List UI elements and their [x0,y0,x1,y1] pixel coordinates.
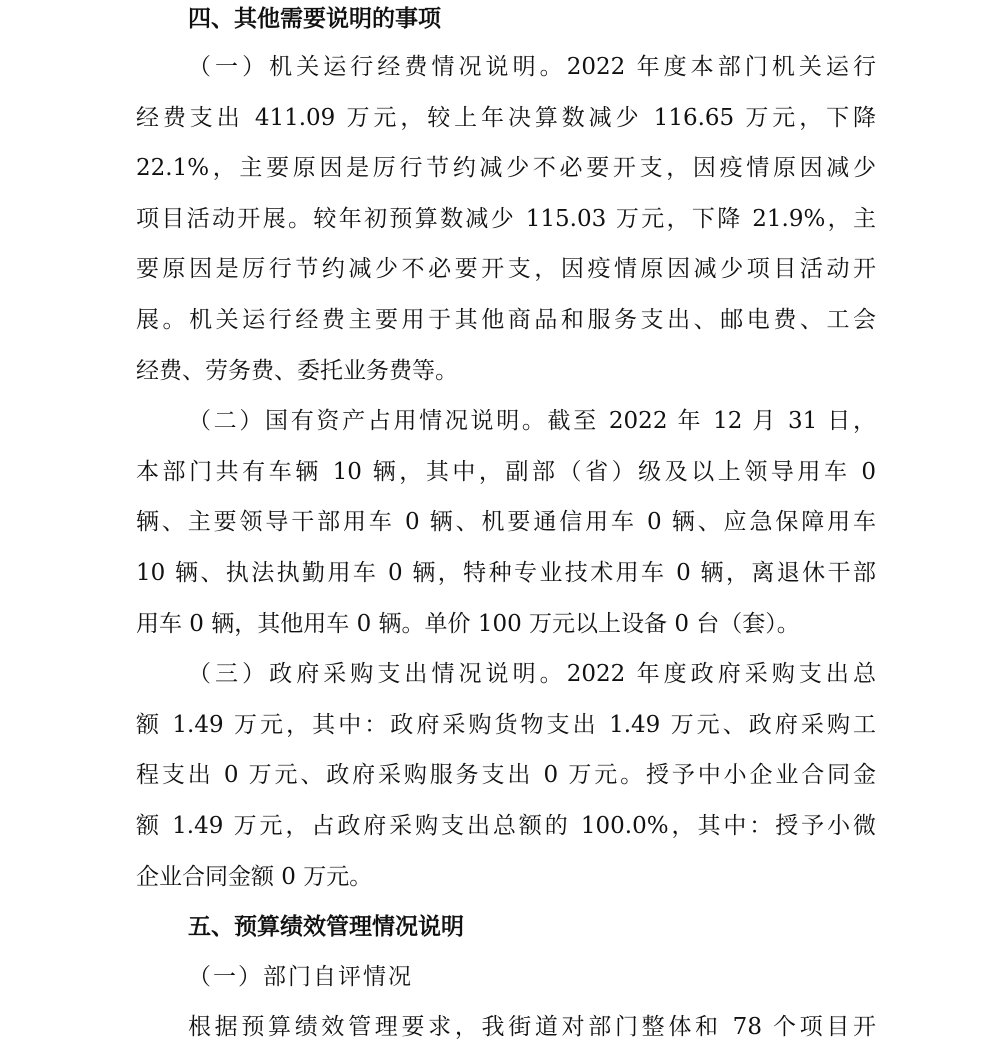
text-line: 要原因是厉行节约减少不必要开支，因疫情原因减少项目活动开 [136,256,876,283]
text-line: （一）机关运行经费情况说明。2022 年度本部门机关运行 [188,54,876,80]
section-heading-performance-management: 五、预算绩效管理情况说明 [188,914,464,941]
text-line: 辆、主要领导干部用车 0 辆、机要通信用车 0 辆、应急保障用车 [136,509,876,536]
paragraph-operating-expenses [136,42,876,396]
paragraph-self-evaluation [136,1002,876,1053]
text-line: 程支出 0 万元、政府采购服务支出 0 万元。授予中小企业合同金 [136,762,876,789]
text-line: 经费支出 411.09 万元，较上年决算数减少 116.65 万元，下降 [136,104,876,131]
text-line: 经费、劳务费、委托业务费等。 [136,357,458,384]
text-line: 额 1.49 万元，占政府采购支出总额的 100.0%，其中：授予小微 [136,812,876,839]
text-line: 根据预算绩效管理要求，我街道对部门整体和 78 个项目开 [188,1014,876,1041]
text-line: 22.1%，主要原因是厉行节约减少不必要开支，因疫情原因减少 [136,155,876,182]
text-line: 企业合同金额 0 万元。 [136,863,373,890]
section-heading-other-matters: 四、其他需要说明的事项 [188,6,441,32]
subheading-self-evaluation: （一）部门自评情况 [188,964,413,991]
text-line: 本部门共有车辆 10 辆，其中，副部（省）级及以上领导用车 0 [136,458,876,485]
text-line: （三）政府采购支出情况说明。2022 年度政府采购支出总 [188,661,876,688]
text-line: 展。机关运行经费主要用于其他商品和服务支出、邮电费、工会 [136,306,876,333]
text-line: 项目活动开展。较年初预算数减少 115.03 万元，下降 21.9%，主 [136,205,876,232]
paragraph-government-procurement [136,649,876,902]
text-line: 10 辆、执法执勤用车 0 辆，特种专业技术用车 0 辆，离退休干部 [136,559,876,586]
document-page [136,0,876,1053]
paragraph-state-assets [136,396,876,649]
text-line: 额 1.49 万元，其中：政府采购货物支出 1.49 万元、政府采购工 [136,711,876,738]
text-line: 用车 0 辆，其他用车 0 辆。单价 100 万元以上设备 0 台（套）。 [136,610,800,637]
text-line: （二）国有资产占用情况说明。截至 2022 年 12 月 31 日， [188,408,876,435]
